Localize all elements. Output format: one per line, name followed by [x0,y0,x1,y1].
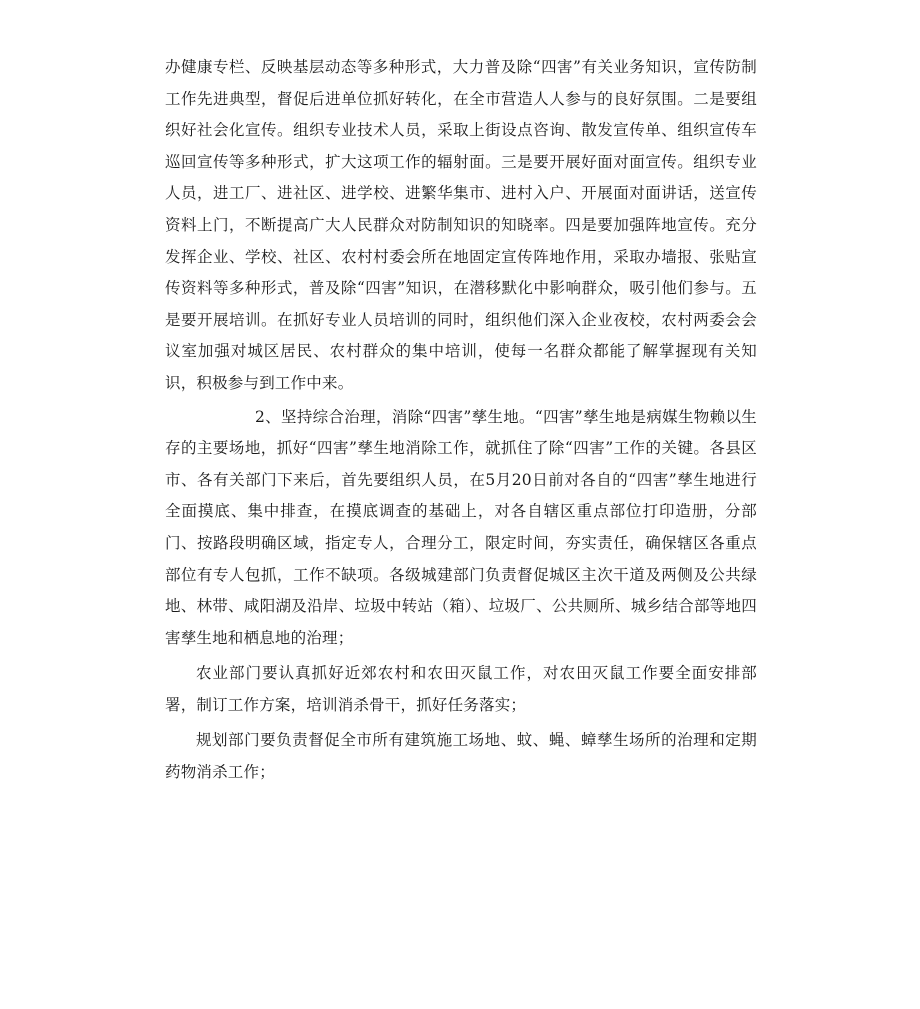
paragraph-comprehensive-governance: 2、坚持综合治理，消除“四害”孳生地。“四害”孳生地是病媒生物赖以生存的主要场地，抓好“四害”孳生地消除工作，就抓住了除“四害”工作的关键。各县区市、各有关部门下来后，首先要组织人员，在5月20日前对各自的“四害”孳生地进行全面摸底、集中排查，在摸底调查的基础上，对各自辖区重点部位打印造册，分部门、按路段明确区域，指定专人，合理分工，限定时间，夯实责任，确保辖区各重点部位有专人包抓，工作不缺项。各级城建部门负责督促城区主次干道及两侧及公共绿地、林带、咸阳湖及沿岸、垃圾中转站（箱）、垃圾厂、公共厕所、城乡结合部等地四害孳生地和栖息地的治理； [165,407,757,647]
paragraph-agriculture-department: 农业部门要认真抓好近郊农村和农田灭鼠工作，对农田灭鼠工作要全面安排部署，制订工作方案，培训消杀骨干，抓好任务落实； [165,664,757,714]
paragraph-planning-department: 规划部门要负责督促全市所有建筑施工场地、蚊、蝇、蟑孳生场所的治理和定期药物消杀工作； [165,731,757,782]
document-page [165,52,757,789]
paragraph-publicity-methods: 办健康专栏、反映基层动态等多种形式，大力普及除“四害”有关业务知识，宣传防制工作先进典型，督促后进单位抓好转化，在全市营造人人参与的良好氛围。二是要组织好社会化宣传。组织专业技术人员，采取上街设点咨询、散发宣传单、组织宣传车巡回宣传等多种形式，扩大这项工作的辐射面。三是要开展好面对面宣传。组织专业人员，进工厂、进社区、进学校、进繁华集市、进村入户、开展面对面讲话，送宣传资料上门，不断提高广大人民群众对防制知识的知晓率。四是要加强阵地宣传。充分发挥企业、学校、社区、农村村委会所在地固定宣传阵地作用，采取办墙报、张贴宣传资料等多种形式，普及除“四害”知识，在潜移默化中影响群众，吸引他们参与。五是要开展培训。在抓好专业人员培训的同时，组织他们深入企业夜校，农村两委会会议室加强对城区居民、农村群众的集中培训，使每一名群众都能了解掌握现有关知识，积极参与到工作中来。 [165,58,757,392]
